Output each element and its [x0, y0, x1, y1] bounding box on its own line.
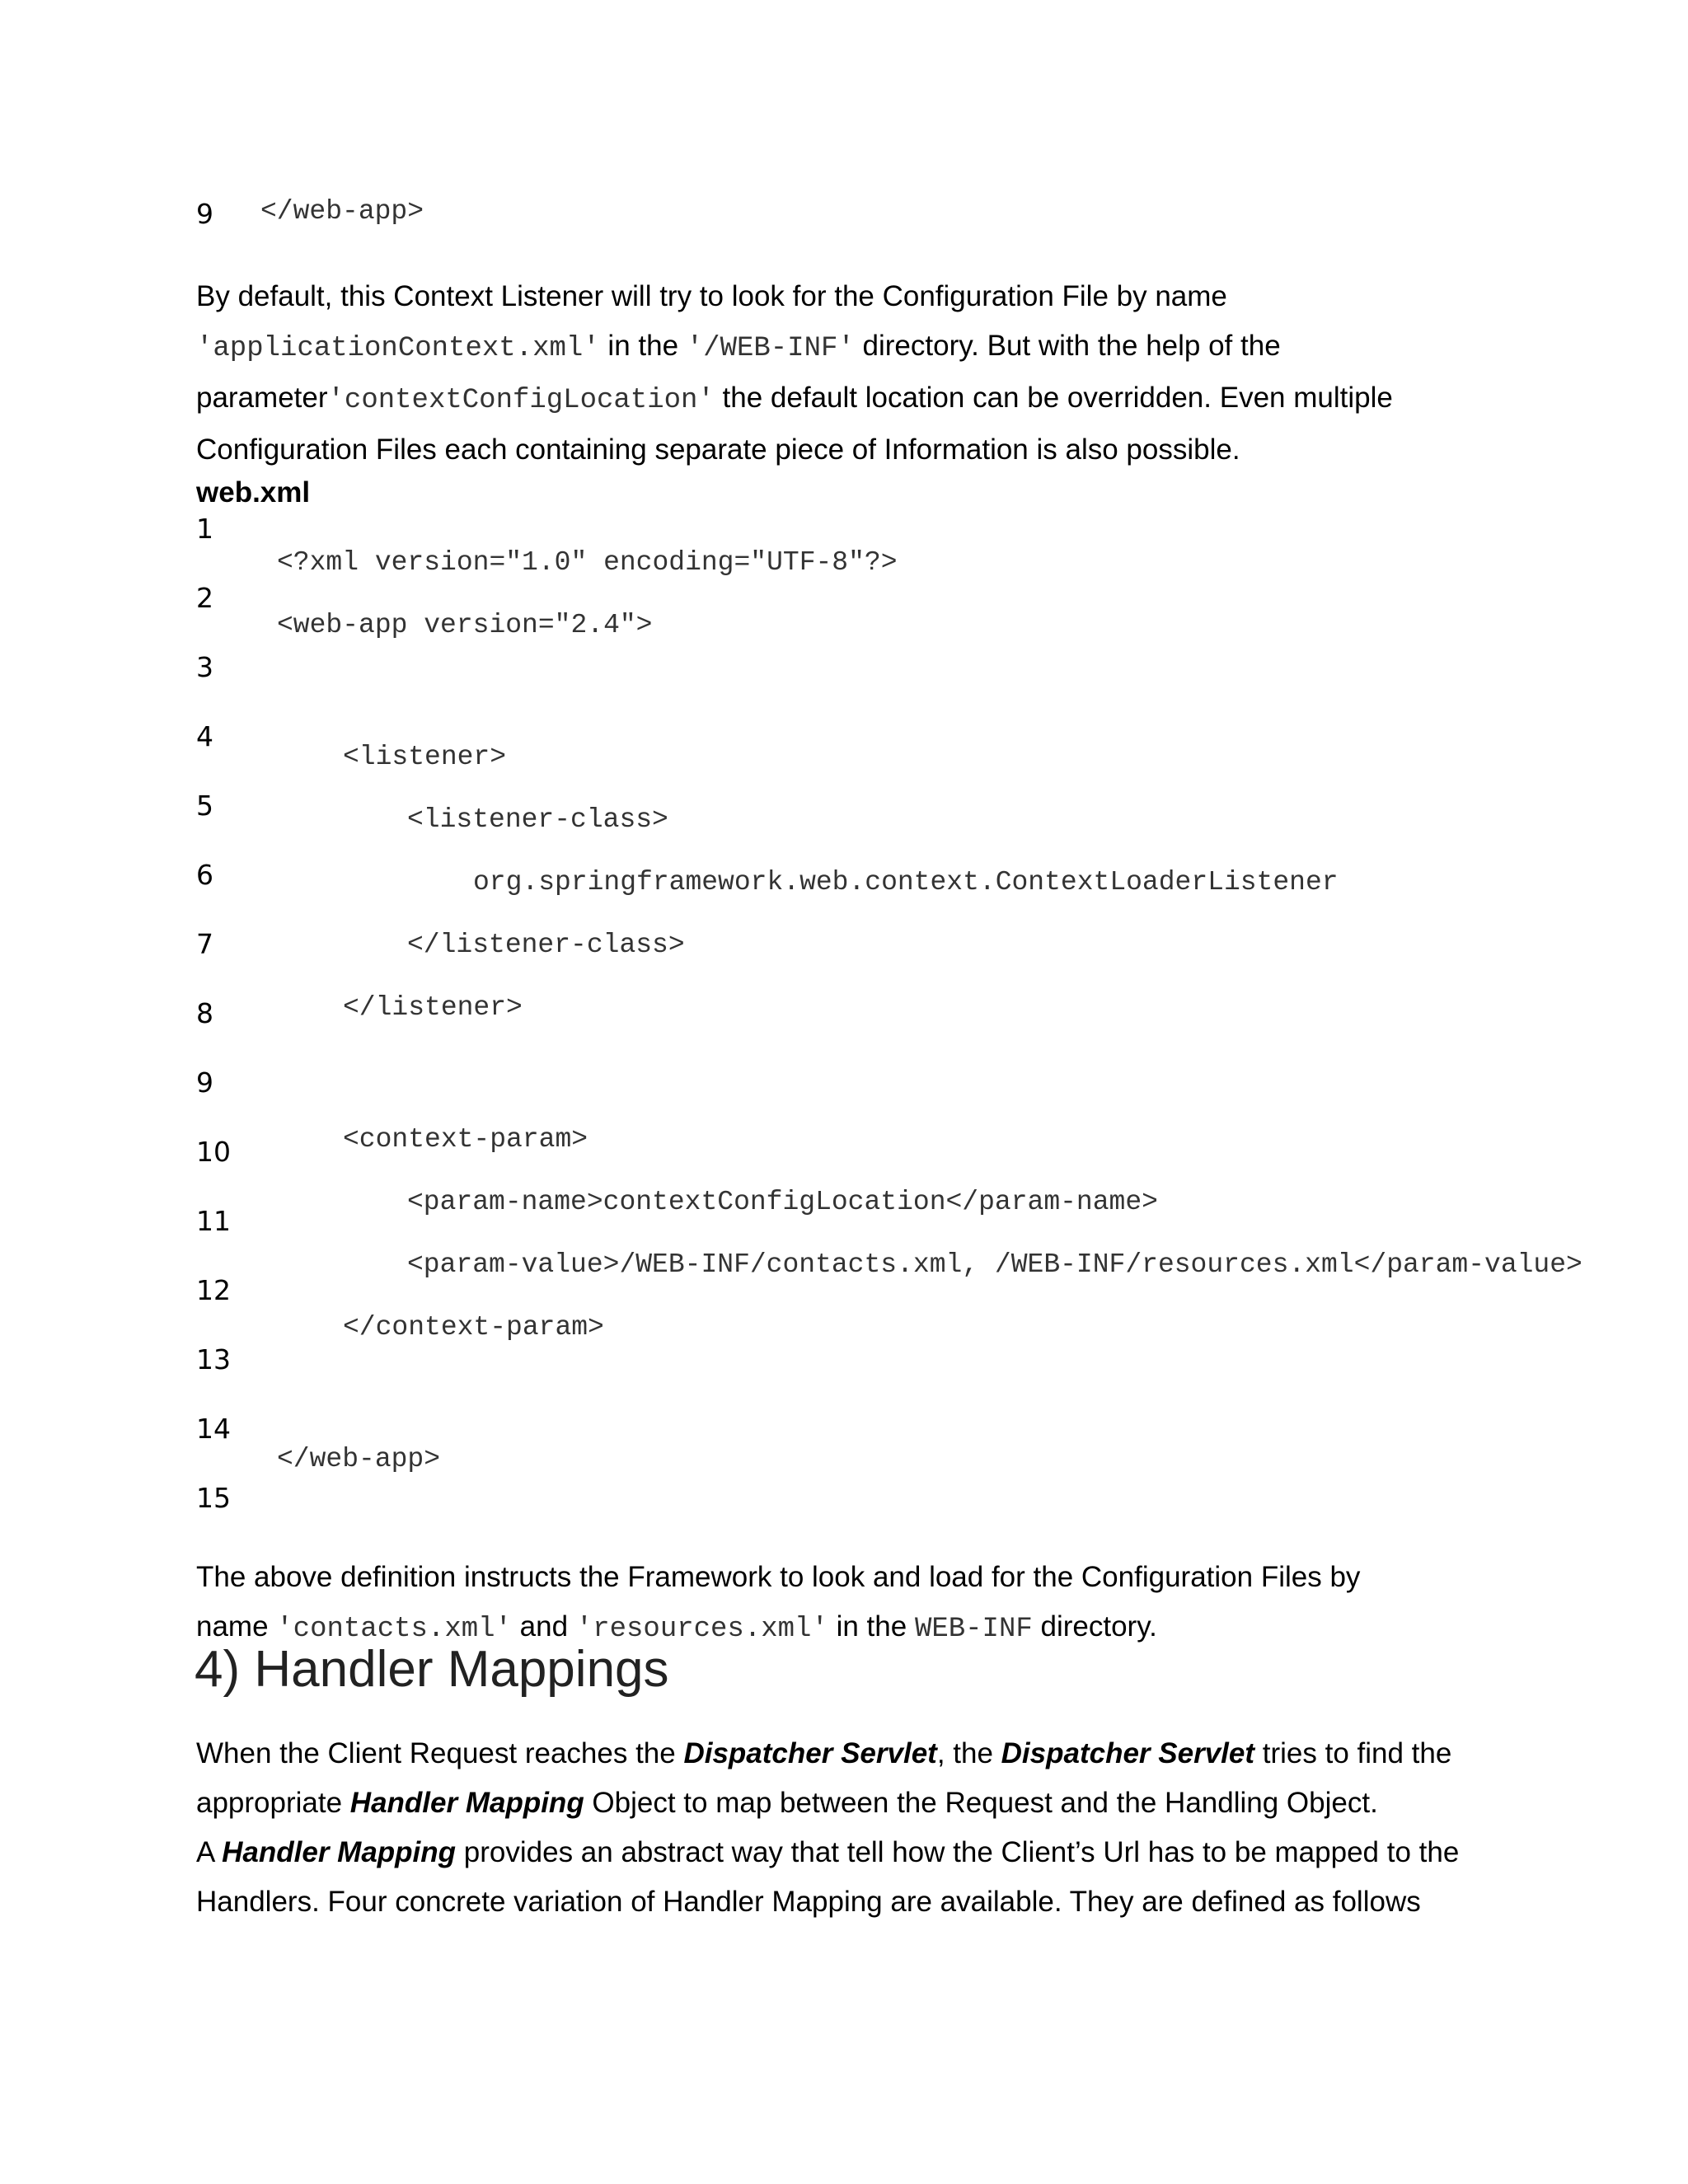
- line-number: 2: [196, 582, 213, 614]
- line-number: 5: [196, 790, 213, 822]
- paragraph-context-listener: [196, 272, 1393, 475]
- line-number: 4: [196, 720, 213, 752]
- line-number: 10: [196, 1136, 231, 1168]
- paragraph-line: Handlers. Four concrete variation of Handler Mapping are available. They are defined as follows: [196, 1886, 1421, 1918]
- line-number: 9: [196, 1066, 213, 1099]
- line-number: 7: [196, 928, 213, 960]
- code-line: <listener>: [343, 742, 507, 772]
- inline-code: 'applicationContext.xml': [196, 333, 600, 364]
- paragraph-config-files: [196, 1553, 1360, 1654]
- paragraph-line: name 'contacts.xml' and 'resources.xml' in the WEB-INF directory.: [196, 1610, 1157, 1645]
- file-heading: web.xml: [196, 476, 311, 509]
- inline-code: '/WEB-INF': [686, 333, 855, 364]
- code-line: org.springframework.web.context.ContextLoaderListener: [473, 867, 1339, 898]
- code-line: <?xml version="1.0" encoding="UTF-8"?>: [277, 547, 898, 578]
- code-line: <context-param>: [343, 1124, 588, 1155]
- paragraph-line: Configuration Files each containing separate piece of Information is also possible.: [196, 434, 1240, 466]
- line-number: 12: [196, 1274, 231, 1306]
- paragraph-line: parameter'contextConfigLocation' the default location can be overridden. Even multiple: [196, 382, 1393, 416]
- section-heading: 4) Handler Mappings: [195, 1641, 669, 1698]
- code-line: </web-app>: [260, 196, 424, 227]
- line-number: 6: [196, 859, 213, 891]
- paragraph-line: When the Client Request reaches the Dispatcher Servlet, the Dispatcher Servlet tries to find the: [196, 1737, 1452, 1769]
- inline-code: 'contacts.xml': [276, 1614, 512, 1645]
- paragraph-line: The above definition instructs the Framework to look and load for the Configuration Files by: [196, 1561, 1361, 1593]
- line-number: 13: [196, 1343, 231, 1376]
- paragraph-handler-mappings: [196, 1729, 1459, 1927]
- emphasis: Handler Mapping: [222, 1836, 457, 1868]
- line-number: 1: [196, 513, 213, 545]
- line-number: 14: [196, 1413, 231, 1445]
- paragraph-line: appropriate Handler Mapping Object to map between the Request and the Handling Object.: [196, 1787, 1378, 1819]
- code-line: <param-value>/WEB-INF/contacts.xml, /WEB-INF/resources.xml</param-value>: [407, 1249, 1582, 1280]
- code-line: </listener-class>: [407, 930, 685, 960]
- emphasis: Dispatcher Servlet: [1001, 1737, 1255, 1769]
- line-number: 8: [196, 997, 213, 1029]
- paragraph-line: A Handler Mapping provides an abstract way that tell how the Client’s Url has to be mapped to the: [196, 1836, 1460, 1868]
- emphasis: Dispatcher Servlet: [683, 1737, 937, 1769]
- line-number: 11: [196, 1205, 231, 1237]
- code-line: </web-app>: [277, 1444, 441, 1474]
- paragraph-line: 'applicationContext.xml' in the '/WEB-INF' directory. But with the help of the: [196, 330, 1281, 364]
- line-number: 15: [196, 1482, 231, 1514]
- emphasis: Handler Mapping: [349, 1787, 584, 1819]
- inline-code: 'resources.xml': [575, 1614, 828, 1645]
- code-line: <web-app version="2.4">: [277, 610, 653, 640]
- line-number: 3: [196, 651, 213, 683]
- code-line: </context-param>: [343, 1312, 604, 1343]
- line-number: 9: [196, 198, 213, 230]
- paragraph-line: By default, this Context Listener will try to look for the Configuration File by name: [196, 280, 1227, 312]
- code-line: <param-name>contextConfigLocation</param-name>: [407, 1187, 1158, 1217]
- code-line: </listener>: [343, 992, 523, 1023]
- code-line: <listener-class>: [407, 804, 668, 835]
- inline-code: 'contextConfigLocation': [327, 385, 715, 416]
- inline-code: WEB-INF: [914, 1614, 1033, 1645]
